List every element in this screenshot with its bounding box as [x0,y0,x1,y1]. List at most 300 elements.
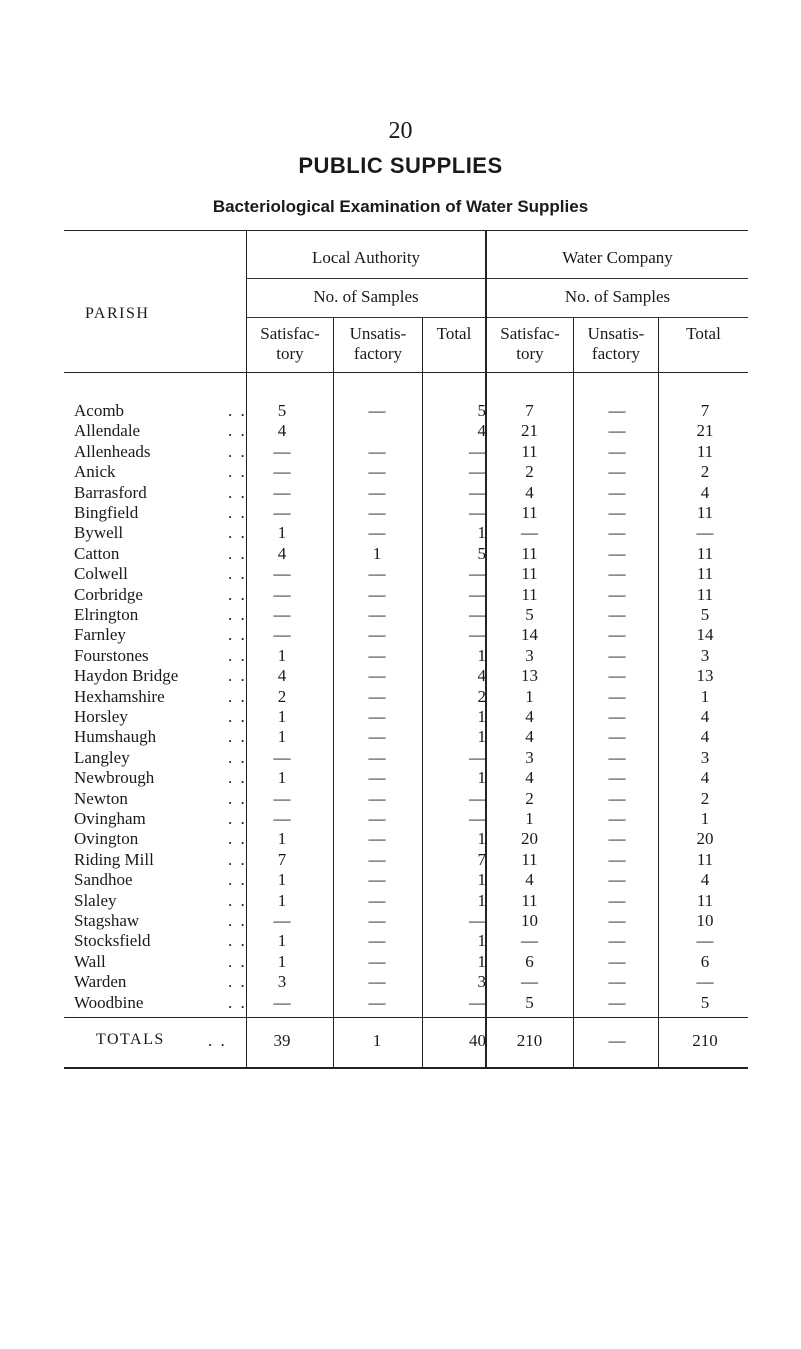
la-satisfactory: 1 [277,523,287,543]
totals-top-rule [64,1017,748,1018]
la-satisfactory: 7 [277,849,287,869]
la-unsatisfactory: — [368,482,386,502]
la-unsatisfactory: — [368,768,386,788]
wc-satisfactory: 4 [525,707,534,726]
wc-unsatisfactory: — [608,911,626,930]
parish-name: Riding Mill [74,849,154,869]
parish-name: Hexhamshire [74,686,165,706]
la-total: 1 [477,727,486,747]
wc-total: 4 [700,482,710,502]
la-unsatisfactory: — [368,849,386,869]
leader-dots: . . [228,625,247,645]
parish-name: Bywell [74,523,124,543]
la-total: — [469,605,486,624]
la-total: — [469,482,486,502]
la-total: — [469,584,486,604]
wc-satisfactory: 4 [525,727,534,747]
table-header-bottom-rule [64,372,748,373]
wc-unsatisfactory: — [608,747,626,767]
wc-total: 5 [700,605,710,624]
leader-dots: . . [228,441,247,461]
parish-name: Allendale [74,421,141,441]
table-row [0,931,801,951]
table-row [0,972,801,992]
table-row [0,442,801,462]
la-satisfactory-header-line1: Satisfac- [260,324,320,343]
la-total: — [469,462,486,482]
table-row [0,544,801,564]
la-unsatisfactory: — [368,686,386,706]
la-unsatisfactory: — [368,747,386,767]
wc-unsatisfactory: — [608,829,626,849]
la-total: — [469,625,486,645]
la-unsatisfactory-header [334,324,422,364]
la-satisfactory: — [273,605,291,624]
wc-unsatisfactory: — [608,564,626,584]
la-unsatisfactory: — [368,401,386,420]
la-unsatisfactory-header-line1: Unsatis- [349,324,407,343]
wc-total: — [696,931,714,951]
la-satisfactory: — [273,625,291,645]
parish-name: Newton [74,788,128,808]
wc-unsatisfactory: — [608,788,626,808]
table-row [0,891,801,911]
la-satisfactory: — [273,462,291,482]
wc-total: 4 [700,768,710,788]
wc-total: 20 [696,829,714,849]
wc-unsatisfactory: — [608,870,626,890]
table-row [0,911,801,931]
leader-dots: . . [228,951,247,971]
leader-dots: . . [228,401,247,420]
la-satisfactory: — [273,992,291,1012]
wc-total: 6 [700,951,710,971]
wc-total: 11 [696,441,714,461]
leader-dots: . . [228,931,247,951]
leader-dots: . . [228,727,247,747]
wc-total-header: Total [686,324,721,343]
leader-dots: . . [228,707,247,726]
page-title: PUBLIC SUPPLIES [298,153,503,178]
la-total: 1 [477,890,486,910]
wc-total: 4 [700,707,710,726]
wc-total: 13 [696,666,714,686]
table-row [0,707,801,727]
parish-name: Colwell [74,564,128,584]
la-unsatisfactory: 1 [372,543,382,563]
parish-name: Barrasford [74,482,147,502]
wc-total: 4 [700,727,710,747]
wc-unsatisfactory-header-line2: factory [591,344,641,363]
wc-satisfactory: 5 [525,605,534,624]
wc-satisfactory: — [521,972,538,992]
la-satisfactory: 1 [277,931,287,951]
wc-satisfactory-header-line2: tory [516,344,544,363]
wc-unsatisfactory: — [608,543,626,563]
wc-unsatisfactory: — [608,849,626,869]
la-total: — [469,809,486,828]
totals-la-unsatisfactory: 1 [372,1031,382,1050]
la-satisfactory: 5 [277,401,287,420]
la-total: 4 [477,421,486,441]
la-unsatisfactory: — [368,441,386,461]
la-total: 7 [477,849,486,869]
table-row [0,605,801,625]
la-unsatisfactory: — [368,951,386,971]
wc-unsatisfactory: — [608,707,626,726]
wc-unsatisfactory: — [608,768,626,788]
totals-la-satisfactory: 39 [273,1031,291,1050]
wc-total: 3 [700,747,710,767]
wc-satisfactory: 11 [521,564,538,584]
la-samples-header: No. of Samples [313,287,419,306]
wc-total: 11 [696,849,714,869]
la-total: — [469,441,486,461]
la-total: — [469,503,486,522]
la-unsatisfactory: — [368,523,386,543]
wc-unsatisfactory: — [608,482,626,502]
parish-name: Warden [74,972,127,992]
leader-dots: . . [228,605,247,624]
la-total-header: Total [436,324,472,343]
leader-dots: . . [228,686,247,706]
parish-name: Bingfield [74,503,139,522]
wc-total: 2 [700,462,710,482]
wc-total: — [696,972,714,992]
wc-satisfactory: 13 [521,666,538,686]
wc-total: 5 [700,992,710,1012]
wc-total: 11 [696,564,714,584]
la-satisfactory: 4 [277,421,287,441]
la-satisfactory: — [273,441,291,461]
parish-name: Acomb [74,401,125,420]
la-total: 1 [477,707,486,726]
la-total: — [469,992,486,1012]
table-row [0,462,801,482]
water-company-header: Water Company [562,248,673,267]
wc-satisfactory: — [521,523,538,543]
wc-unsatisfactory: — [608,441,626,461]
table-row [0,666,801,686]
wc-unsatisfactory: — [608,727,626,747]
wc-unsatisfactory: — [608,421,626,441]
la-satisfactory: 2 [277,686,287,706]
leader-dots: . . [228,788,247,808]
la-satisfactory: 1 [277,951,287,971]
wc-total: 7 [700,401,710,420]
la-total: — [469,564,486,584]
wc-unsatisfactory: — [608,809,626,828]
la-total: 1 [477,951,486,971]
leader-dots: . . [228,809,247,828]
la-unsatisfactory: — [368,890,386,910]
wc-total: 1 [700,809,710,828]
totals-la-total: 40 [469,1031,486,1050]
la-satisfactory: — [273,788,291,808]
parish-name: Fourstones [74,645,149,665]
table-row [0,768,801,788]
parish-name: Slaley [74,890,117,910]
wc-unsatisfactory-header-line1: Unsatis- [587,324,645,343]
la-satisfactory: 4 [277,666,287,686]
wc-total: 11 [696,584,714,604]
la-total: 2 [477,686,486,706]
wc-unsatisfactory-header [574,324,658,364]
la-satisfactory: 1 [277,645,287,665]
page-subtitle: Bacteriological Examination of Water Supplies [212,197,589,216]
la-satisfactory: — [273,809,291,828]
wc-total: 2 [700,788,710,808]
wc-satisfactory: 11 [521,441,538,461]
wc-unsatisfactory: — [608,992,626,1012]
la-satisfactory: 1 [277,890,287,910]
leader-dots: . . [228,543,247,563]
table-bottom-rule [64,1067,748,1069]
la-satisfactory: — [273,482,291,502]
leader-dots: . . [228,503,247,522]
la-total: 1 [477,645,486,665]
parish-name: Woodbine [74,992,144,1012]
wc-unsatisfactory: — [608,625,626,645]
wc-satisfactory: 10 [521,911,538,930]
la-unsatisfactory-header-line2: factory [353,344,403,363]
la-satisfactory: 1 [277,727,287,747]
leader-dots: . . [228,482,247,502]
local-authority-header: Local Authority [311,248,421,267]
wc-unsatisfactory: — [608,503,626,522]
la-total: 5 [477,401,486,420]
wc-total: 21 [696,421,714,441]
la-unsatisfactory: — [368,931,386,951]
la-total: 5 [477,543,486,563]
la-satisfactory: 1 [277,707,287,726]
table-row [0,585,801,605]
la-satisfactory: — [273,503,291,522]
totals-wc-unsatisfactory: — [608,1031,626,1050]
la-unsatisfactory: — [368,503,386,522]
wc-unsatisfactory: — [608,890,626,910]
parish-name: Wall [74,951,106,971]
wc-satisfactory: 14 [521,625,538,645]
parish-name: Elrington [74,605,139,624]
la-unsatisfactory: — [368,788,386,808]
leader-dots: . . [228,849,247,869]
table-row [0,523,801,543]
la-satisfactory: — [273,911,291,930]
la-unsatisfactory: — [368,707,386,726]
table-row [0,952,801,972]
la-satisfactory: 3 [277,972,287,992]
wc-total: 11 [696,543,714,563]
wc-satisfactory: 3 [525,645,534,665]
table-row [0,870,801,890]
table-row [0,421,801,441]
table-row [0,687,801,707]
totals-label: TOTALS [96,1031,165,1048]
parish-name: Anick [74,462,116,482]
parish-name: Haydon Bridge [74,666,179,686]
parish-name: Catton [74,543,120,563]
wc-unsatisfactory: — [608,584,626,604]
wc-total: 14 [696,625,714,645]
la-unsatisfactory: — [368,605,386,624]
table-row [0,401,801,421]
table-row [0,809,801,829]
wc-satisfactory: 2 [525,462,534,482]
wc-satisfactory: 4 [525,870,534,890]
wc-satisfactory: 7 [525,401,534,420]
leader-dots: . . [228,911,247,930]
parish-header: PARISH [85,305,150,322]
wc-satisfactory: 1 [525,809,534,828]
la-total: 1 [477,931,486,951]
wc-unsatisfactory: — [608,645,626,665]
la-satisfactory-header-line2: tory [276,344,304,363]
la-unsatisfactory: — [368,911,386,930]
leader-dots: . . [228,992,247,1012]
wc-satisfactory: 5 [525,992,534,1012]
wc-unsatisfactory: — [608,605,626,624]
parish-name: Stagshaw [74,911,140,930]
la-total: 1 [477,829,486,849]
wc-satisfactory: 11 [521,503,538,522]
wc-satisfactory: 21 [521,421,538,441]
la-satisfactory: 1 [277,870,287,890]
leader-dots: . . [228,462,247,482]
parish-name: Horsley [74,707,128,726]
totals-wc-total: 210 [692,1031,718,1050]
page-number: 20 [388,118,413,144]
wc-satisfactory: 2 [525,788,534,808]
leader-dots: . . [228,523,247,543]
wc-unsatisfactory: — [608,666,626,686]
leader-dots: . . [228,666,247,686]
la-subhead-rule [247,317,485,318]
wc-unsatisfactory: — [608,401,626,420]
la-satisfactory: 4 [277,543,287,563]
wc-satisfactory: 4 [525,768,534,788]
la-satisfactory-header [247,324,333,364]
wc-total: — [696,523,714,543]
wc-satisfactory: 20 [521,829,538,849]
table-row [0,625,801,645]
leader-dots: . . [228,584,247,604]
leader-dots: . . [228,564,247,584]
la-unsatisfactory: — [368,829,386,849]
wc-group-rule [487,278,748,279]
la-unsatisfactory: — [368,666,386,686]
la-unsatisfactory: — [368,625,386,645]
la-unsatisfactory: — [368,809,386,828]
wc-satisfactory: 1 [525,686,534,706]
la-unsatisfactory: — [368,727,386,747]
wc-satisfactory-header-line1: Satisfac- [500,324,560,343]
leader-dots: . . [228,768,247,788]
wc-samples-header: No. of Samples [564,287,671,306]
wc-satisfactory: — [521,931,538,951]
wc-satisfactory: 4 [525,482,534,502]
table-row [0,564,801,584]
la-total: 1 [477,870,486,890]
la-total: 4 [477,666,486,686]
wc-unsatisfactory: — [608,972,626,992]
totals-wc-satisfactory: 210 [516,1031,543,1050]
leader-dots: . . [228,972,247,992]
totals-dots: . . [208,1031,227,1050]
la-total: 3 [477,972,486,992]
parish-name: Allenheads [74,441,151,461]
table-row [0,829,801,849]
wc-satisfactory: 11 [521,849,538,869]
la-total: 1 [477,523,486,543]
la-unsatisfactory: — [368,992,386,1012]
la-unsatisfactory: — [368,870,386,890]
table-top-rule [64,230,748,231]
la-group-rule [247,278,485,279]
parish-name: Ovingham [74,809,146,828]
wc-total: 4 [700,870,710,890]
table-row [0,789,801,809]
parish-name: Newbrough [74,768,155,788]
table-row [0,483,801,503]
parish-name: Humshaugh [74,727,157,747]
parish-name: Corbridge [74,584,143,604]
wc-unsatisfactory: — [608,951,626,971]
wc-satisfactory-header [487,324,573,364]
table-row [0,748,801,768]
wc-satisfactory: 11 [521,890,538,910]
wc-unsatisfactory: — [608,462,626,482]
wc-unsatisfactory: — [608,931,626,951]
la-unsatisfactory: — [368,564,386,584]
la-total: 1 [477,768,486,788]
la-unsatisfactory: — [368,972,386,992]
table-row [0,727,801,747]
la-total: — [469,788,486,808]
la-unsatisfactory: — [368,584,386,604]
wc-subhead-rule [487,317,748,318]
la-satisfactory: — [273,584,291,604]
la-satisfactory: 1 [277,768,287,788]
parish-name: Sandhoe [74,870,133,890]
wc-total: 10 [696,911,714,930]
wc-total: 3 [700,645,710,665]
wc-satisfactory: 3 [525,747,534,767]
wc-total: 1 [700,686,710,706]
parish-name: Ovington [74,829,139,849]
la-unsatisfactory: — [368,462,386,482]
wc-satisfactory: 6 [525,951,534,971]
table-row [0,993,801,1013]
wc-total: 11 [696,890,714,910]
parish-name: Stocksfield [74,931,151,951]
parish-name: Farnley [74,625,126,645]
wc-satisfactory: 11 [521,543,538,563]
la-unsatisfactory: — [368,645,386,665]
table-row [0,850,801,870]
la-total: — [469,911,486,930]
leader-dots: . . [228,890,247,910]
la-satisfactory: 1 [277,829,287,849]
wc-unsatisfactory: — [608,523,626,543]
parish-name: Langley [74,747,130,767]
leader-dots: . . [228,421,247,441]
wc-total: 11 [696,503,714,522]
table-row [0,646,801,666]
wc-satisfactory: 11 [521,584,538,604]
table-row [0,503,801,523]
leader-dots: . . [228,645,247,665]
